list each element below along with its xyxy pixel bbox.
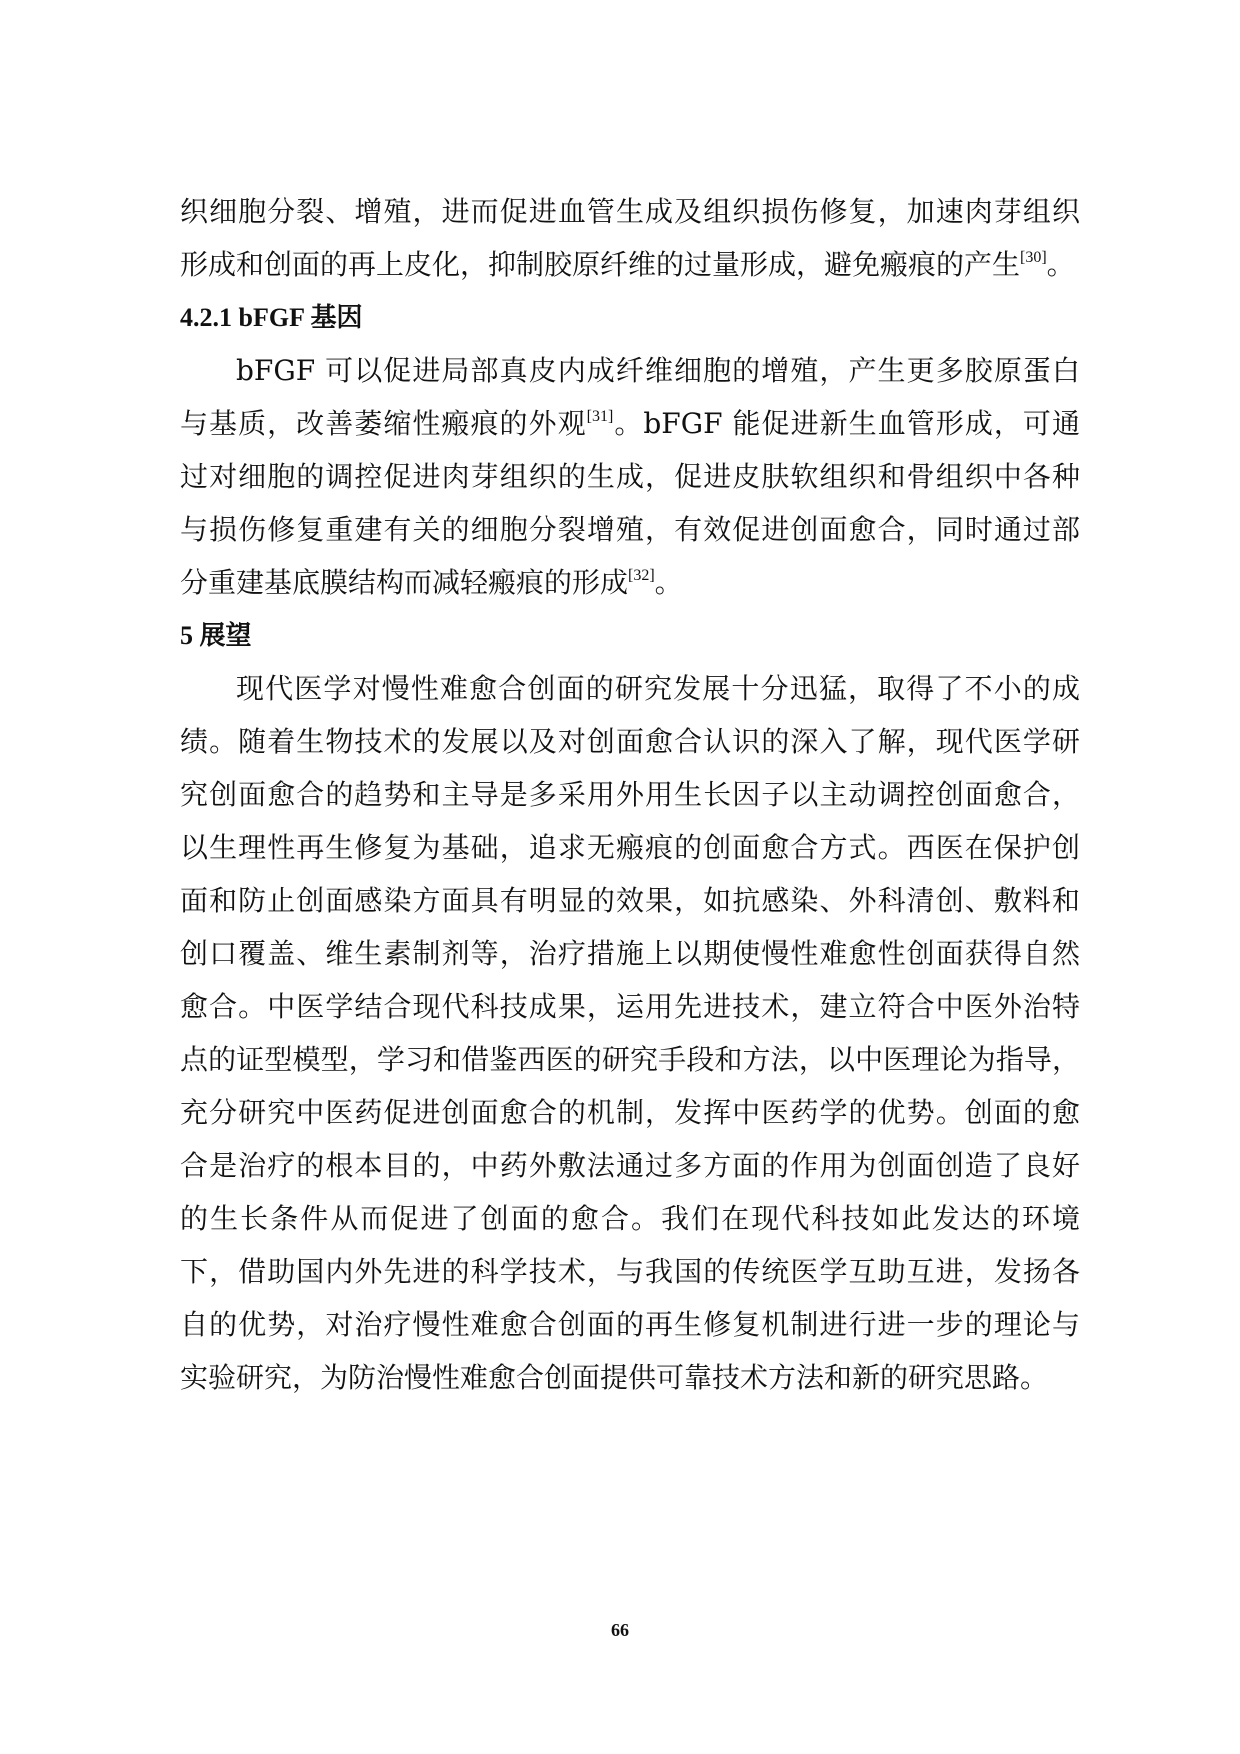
paragraph-line: 过对细胞的调控促进肉芽组织的生成，促进皮肤软组织和骨组织中各种 — [180, 460, 1080, 493]
paragraph-line: 现代医学对慢性难愈合创面的研究发展十分迅猛，取得了不小的成 — [236, 672, 1080, 705]
paragraph-line: 面和防止创面感染方面具有明显的效果，如抗感染、外科清创、敷料和 — [180, 884, 1080, 917]
citation: [30] — [1020, 249, 1047, 266]
section-heading-4-2-1: 4.2.1 bFGF 基因 — [180, 303, 363, 332]
paragraph-line: 自的优势，对治疗慢性难愈合创面的再生修复机制进行进一步的理论与 — [180, 1308, 1080, 1341]
paragraph-line: 愈合。中医学结合现代科技成果，运用先进技术，建立符合中医外治特 — [180, 990, 1080, 1023]
section-heading-5: 5 展望 — [180, 621, 252, 650]
paragraph-line: 绩。随着生物技术的发展以及对创面愈合认识的深入了解，现代医学研 — [180, 725, 1080, 758]
document-body — [180, 185, 1080, 1404]
paragraph-line: 充分研究中医药促进创面愈合的机制，发挥中医药学的优势。创面的愈 — [180, 1096, 1080, 1129]
paragraph-line: 创口覆盖、维生素制剂等，治疗措施上以期使慢性难愈性创面获得自然 — [180, 937, 1080, 970]
citation: [32] — [628, 567, 655, 584]
paragraph-line: 以生理性再生修复为基础，追求无瘢痕的创面愈合方式。西医在保护创 — [180, 831, 1080, 864]
page-number: 66 — [611, 1620, 629, 1640]
paragraph-line: 分重建基底膜结构而减轻瘢痕的形成[32]。 — [180, 566, 683, 599]
paragraph-line: 究创面愈合的趋势和主导是多采用外用生长因子以主动调控创面愈合， — [180, 778, 1080, 811]
paragraph-line: 形成和创面的再上皮化，抑制胶原纤维的过量形成，避免瘢痕的产生[30]。 — [180, 248, 1075, 281]
paragraph-line: 的生长条件从而促进了创面的愈合。我们在现代科技如此发达的环境 — [180, 1202, 1080, 1235]
paragraph-line: 下，借助国内外先进的科学技术，与我国的传统医学互助互进，发扬各 — [180, 1255, 1080, 1288]
paragraph-line: 织细胞分裂、增殖，进而促进血管生成及组织损伤修复，加速肉芽组织 — [180, 195, 1080, 228]
paragraph-line: 合是治疗的根本目的，中药外敷法通过多方面的作用为创面创造了良好 — [180, 1149, 1080, 1182]
paragraph-line: 与基质，改善萎缩性瘢痕的外观[31]。bFGF 能促进新生血管形成，可通 — [180, 407, 1080, 440]
paragraph-line: 与损伤修复重建有关的细胞分裂增殖，有效促进创面愈合，同时通过部 — [180, 513, 1080, 546]
paragraph-line: bFGF 可以促进局部真皮内成纤维细胞的增殖，产生更多胶原蛋白 — [236, 354, 1080, 387]
citation: [31] — [586, 408, 614, 425]
paragraph-line: 实验研究，为防治慢性难愈合创面提供可靠技术方法和新的研究思路。 — [180, 1361, 1049, 1394]
paragraph-line: 点的证型模型，学习和借鉴西医的研究手段和方法，以中医理论为指导， — [180, 1043, 1080, 1076]
